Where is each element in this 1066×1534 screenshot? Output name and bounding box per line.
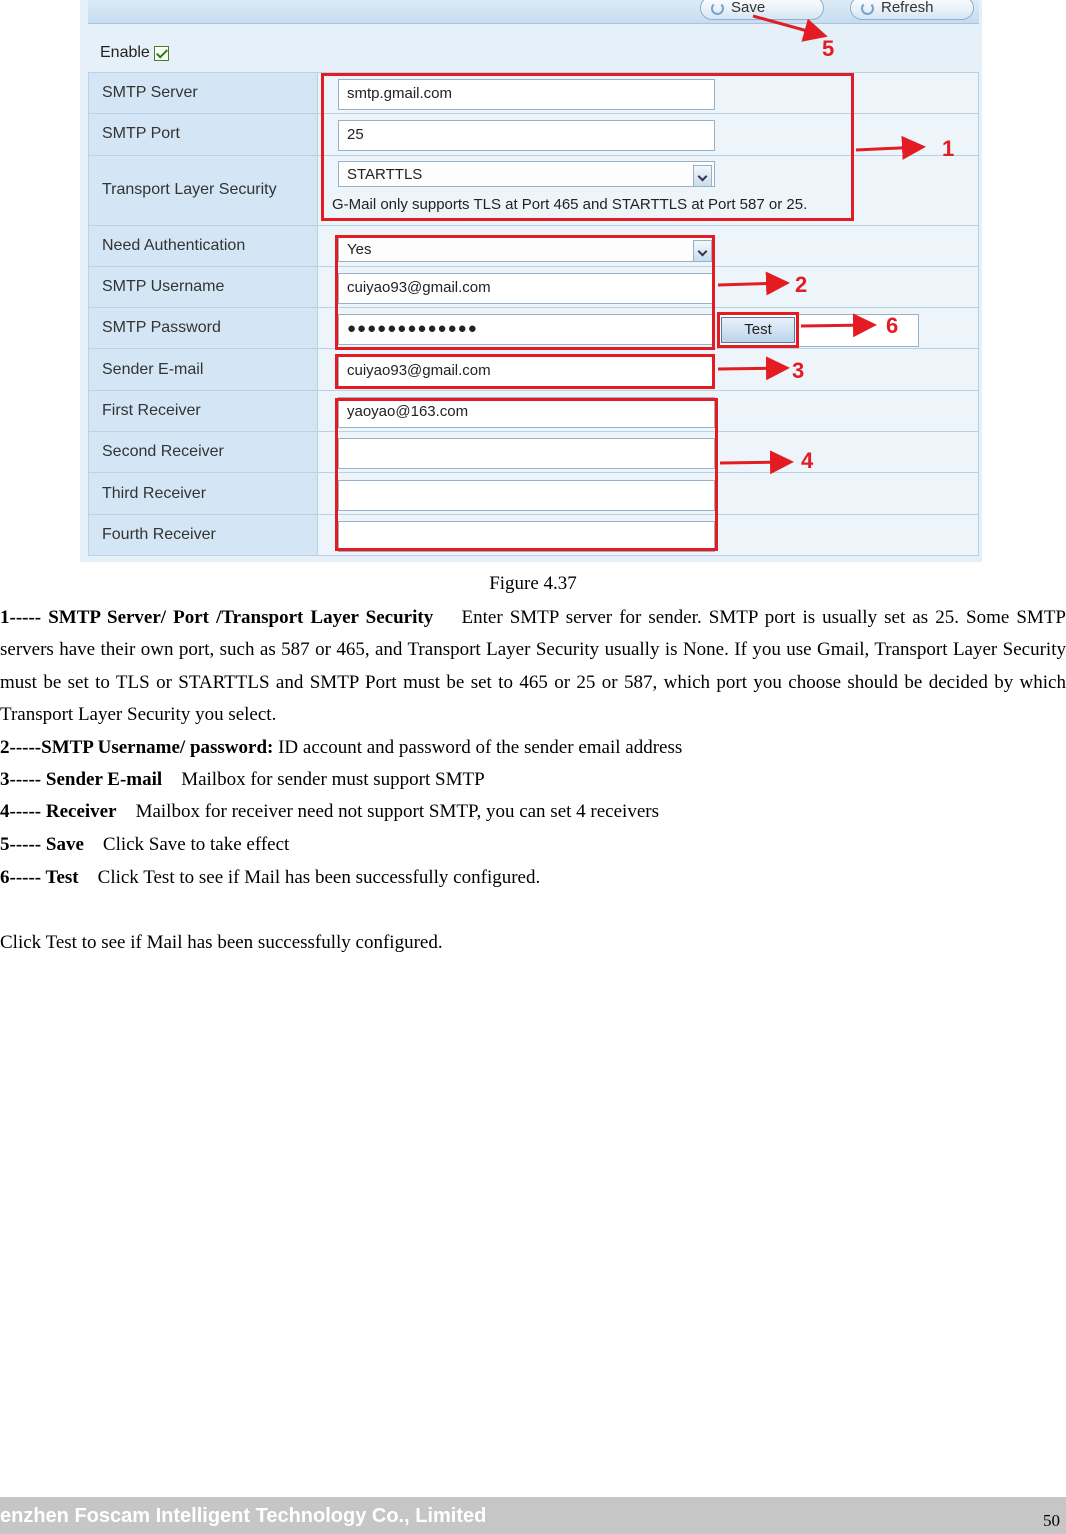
smtp-server-label: SMTP Server bbox=[89, 73, 318, 114]
callout-2: 2 bbox=[795, 272, 808, 297]
item-4-text: Mailbox for receiver need not support SMTP, you can set 4 receivers bbox=[135, 801, 659, 822]
smtp-password-input[interactable]: ●●●●●●●●●●●●● bbox=[338, 314, 715, 345]
callout-4: 4 bbox=[801, 448, 814, 473]
item-5-heading: 5----- Save bbox=[0, 834, 84, 855]
arrow-4 bbox=[720, 462, 788, 463]
item-1-text: Enter SMTP server for sender. SMTP port is usually set as 25. Some SMTP servers have their own port, such as 587 or 465, and Transport Layer Security usually is None. If you use Gmail, Transport Layer Security must be set to TLS or STARTTLS and SMTP Port must be set to 465 or 25 or 587, which port you choose should be decided by which Transport Layer Security you select. bbox=[0, 607, 1066, 725]
smtp-server-input[interactable]: smtp.gmail.com bbox=[338, 79, 715, 110]
smtp-port-label: SMTP Port bbox=[89, 114, 318, 155]
item-4-heading: 4----- Receiver bbox=[0, 801, 117, 822]
item-5-line bbox=[0, 834, 289, 856]
callout-6: 6 bbox=[886, 313, 899, 338]
smtp-port-input[interactable]: 25 bbox=[338, 120, 715, 151]
item-6-line bbox=[0, 867, 540, 889]
settings-screenshot bbox=[80, 0, 982, 562]
first-receiver-input[interactable]: yaoyao@163.com bbox=[338, 397, 715, 428]
smtp-password-label: SMTP Password bbox=[89, 308, 318, 349]
callout-3: 3 bbox=[792, 358, 805, 383]
company-name: enzhen Foscam Intelligent Technology Co., Limited bbox=[0, 1505, 487, 1527]
item-2-line bbox=[0, 737, 682, 759]
item-2-text: ID account and password of the sender email address bbox=[278, 737, 683, 758]
item-3-line bbox=[0, 769, 485, 791]
first-receiver-label: First Receiver bbox=[89, 390, 318, 431]
annotation-arrows bbox=[80, 0, 982, 562]
sender-email-input[interactable]: cuiyao93@gmail.com bbox=[338, 356, 715, 387]
item-5-text: Click Save to take effect bbox=[102, 834, 290, 855]
sender-email-label: Sender E-mail bbox=[89, 349, 318, 390]
arrow-2 bbox=[718, 283, 784, 285]
figure-caption: Figure 4.37 bbox=[489, 573, 577, 594]
save-label: Save bbox=[731, 0, 766, 16]
callout-1: 1 bbox=[942, 136, 955, 161]
refresh-label: Refresh bbox=[881, 0, 934, 16]
arrow-5 bbox=[753, 16, 822, 35]
item-4-line bbox=[0, 801, 659, 823]
item-1-paragraph bbox=[0, 602, 1066, 731]
page-footer bbox=[0, 1497, 1066, 1534]
item-3-text: Mailbox for sender must support SMTP bbox=[181, 769, 485, 790]
page-number: 50 bbox=[1043, 1511, 1060, 1530]
item-6-text: Click Test to see if Mail has been successfully configured. bbox=[97, 867, 541, 888]
item-2-heading: 2-----SMTP Username/ password: bbox=[0, 737, 274, 758]
tls-label: Transport Layer Security bbox=[89, 155, 318, 225]
test-button[interactable]: Test bbox=[721, 317, 795, 343]
arrow-3 bbox=[718, 368, 784, 369]
item-3-heading: 3----- Sender E-mail bbox=[0, 769, 163, 790]
enable-label: Enable bbox=[100, 44, 150, 61]
need-auth-label: Need Authentication bbox=[89, 225, 318, 266]
need-auth-select-value: Yes bbox=[347, 241, 372, 258]
tls-select-value: STARTTLS bbox=[347, 166, 423, 183]
smtp-username-input[interactable]: cuiyao93@gmail.com bbox=[338, 273, 715, 304]
fourth-receiver-label: Fourth Receiver bbox=[89, 514, 318, 555]
tls-note: G-Mail only supports TLS at Port 465 and STARTTLS at Port 587 or 25. bbox=[332, 196, 808, 213]
closing-note: Click Test to see if Mail has been successfully configured. bbox=[0, 932, 443, 953]
item-1-heading: 1----- SMTP Server/ Port /Transport Layer Security bbox=[0, 607, 434, 628]
arrow-6 bbox=[801, 325, 871, 326]
second-receiver-label: Second Receiver bbox=[89, 432, 318, 473]
arrow-1 bbox=[856, 147, 920, 150]
third-receiver-label: Third Receiver bbox=[89, 473, 318, 514]
item-6-heading: 6----- Test bbox=[0, 867, 79, 888]
callout-5: 5 bbox=[822, 36, 835, 61]
smtp-username-label: SMTP Username bbox=[89, 266, 318, 307]
